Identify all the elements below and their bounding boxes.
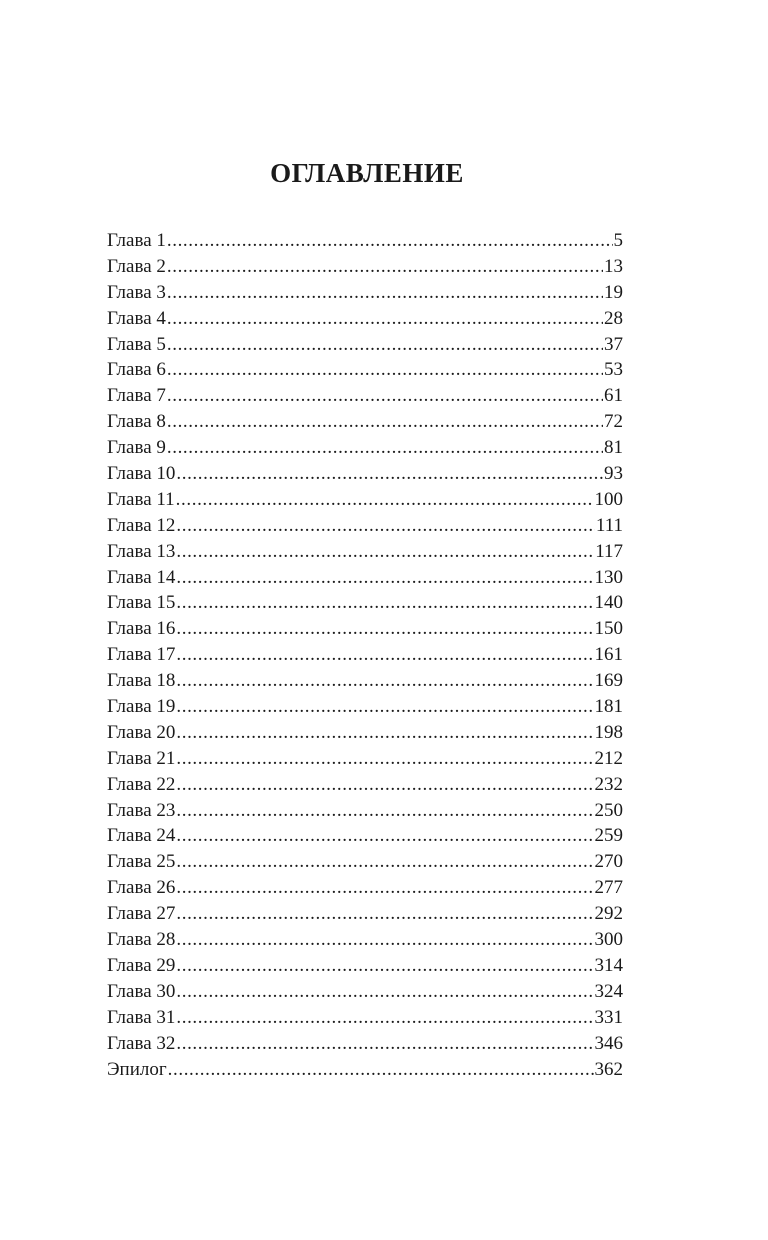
toc-entry-label: Глава 31 <box>107 1006 176 1028</box>
toc-entry-page-number: 5 <box>613 230 623 251</box>
toc-entry-page-number: 37 <box>604 333 623 355</box>
toc-entry <box>107 435 623 461</box>
toc-entry <box>107 1031 623 1057</box>
dot-leader <box>167 332 603 358</box>
toc-entry-label: Глава 20 <box>107 721 176 743</box>
toc-entry <box>107 487 623 513</box>
toc-entry-page-number: 270 <box>594 851 623 873</box>
toc-entry-label: Глава 13 <box>107 540 176 562</box>
toc-entry-page-number: 212 <box>594 747 623 769</box>
toc-entry-page-number: 292 <box>594 903 623 925</box>
dot-leader <box>176 565 593 591</box>
toc-entry-page-number: 346 <box>594 1032 623 1054</box>
dot-leader <box>176 590 593 616</box>
toc-entry-page-number: 277 <box>594 877 623 899</box>
dot-leader <box>176 927 593 953</box>
dot-leader <box>168 1057 594 1083</box>
toc-entry-label: Глава 18 <box>107 670 176 692</box>
toc-entry <box>107 280 623 306</box>
toc-entry <box>107 1057 623 1083</box>
toc-entry-page-number: 117 <box>595 540 623 562</box>
toc-entry-page-number: 314 <box>594 954 623 976</box>
toc-entry <box>107 383 623 409</box>
dot-leader <box>167 254 603 280</box>
toc-entry-label: Глава 28 <box>107 929 176 951</box>
toc-entry-page-number: 198 <box>594 721 623 743</box>
toc-entry-label: Глава 15 <box>107 592 176 614</box>
toc-entry-label: Глава 10 <box>107 463 176 485</box>
dot-leader <box>167 280 603 306</box>
toc-entry <box>107 823 623 849</box>
dot-leader <box>176 901 593 927</box>
dot-leader <box>176 798 593 824</box>
toc-entry-label: Глава 30 <box>107 980 176 1002</box>
toc-entry <box>107 979 623 1005</box>
toc-entry-label: Глава 23 <box>107 799 176 821</box>
toc-entry-page-number: 181 <box>594 696 623 718</box>
toc-entry <box>107 1005 623 1031</box>
dot-leader <box>176 849 593 875</box>
dot-leader <box>176 461 603 487</box>
dot-leader <box>176 720 593 746</box>
toc-entry-label: Глава 24 <box>107 825 176 847</box>
toc-entry <box>107 953 623 979</box>
dot-leader <box>176 487 594 513</box>
toc-entry-label: Глава 1 <box>107 230 166 251</box>
toc-entry-label: Глава 2 <box>107 255 166 277</box>
toc-entry <box>107 746 623 772</box>
toc-entry-label: Глава 17 <box>107 644 176 666</box>
toc-entry-label: Глава 19 <box>107 696 176 718</box>
toc-entry-label: Глава 26 <box>107 877 176 899</box>
toc-entry-page-number: 61 <box>604 385 623 407</box>
toc-entry <box>107 513 623 539</box>
dot-leader <box>176 823 593 849</box>
toc-entry-label: Глава 3 <box>107 281 166 303</box>
toc-entry <box>107 254 623 280</box>
toc-entry-label: Глава 25 <box>107 851 176 873</box>
dot-leader <box>176 513 595 539</box>
dot-leader <box>176 1031 593 1057</box>
toc-entry-label: Глава 22 <box>107 773 176 795</box>
toc-entry <box>107 927 623 953</box>
toc-entry-page-number: 72 <box>604 411 623 433</box>
dot-leader <box>167 357 603 383</box>
toc-entry-label: Глава 11 <box>107 488 175 510</box>
toc-entry <box>107 875 623 901</box>
dot-leader <box>176 953 593 979</box>
toc-entry <box>107 409 623 435</box>
table-of-contents <box>107 228 623 1082</box>
toc-entry-page-number: 111 <box>595 514 623 536</box>
toc-entry-page-number: 324 <box>594 980 623 1002</box>
toc-entry-page-number: 331 <box>594 1006 623 1028</box>
toc-entry <box>107 228 623 254</box>
toc-entry-label: Глава 12 <box>107 514 176 536</box>
toc-entry-label: Глава 6 <box>107 359 166 381</box>
toc-entry-page-number: 169 <box>594 670 623 692</box>
toc-entry-label: Глава 14 <box>107 566 176 588</box>
dot-leader <box>176 668 593 694</box>
toc-entry <box>107 616 623 642</box>
dot-leader <box>176 875 593 901</box>
toc-entry-page-number: 93 <box>604 463 623 485</box>
toc-entry-label: Глава 32 <box>107 1032 176 1054</box>
toc-entry-page-number: 150 <box>594 618 623 640</box>
toc-entry-page-number: 19 <box>604 281 623 303</box>
toc-entry <box>107 539 623 565</box>
toc-entry-page-number: 232 <box>594 773 623 795</box>
toc-entry <box>107 901 623 927</box>
toc-entry-label: Глава 5 <box>107 333 166 355</box>
toc-entry <box>107 642 623 668</box>
toc-entry-label: Глава 29 <box>107 954 176 976</box>
toc-entry-page-number: 81 <box>604 437 623 459</box>
dot-leader <box>176 746 593 772</box>
dot-leader <box>176 642 593 668</box>
toc-entry <box>107 798 623 824</box>
toc-entry <box>107 720 623 746</box>
dot-leader <box>176 694 593 720</box>
toc-entry-page-number: 161 <box>594 644 623 666</box>
toc-entry-label: Эпилог <box>107 1058 167 1080</box>
toc-entry <box>107 357 623 383</box>
toc-entry <box>107 668 623 694</box>
toc-entry <box>107 772 623 798</box>
toc-entry-page-number: 300 <box>594 929 623 951</box>
toc-entry-page-number: 130 <box>594 566 623 588</box>
toc-entry-label: Глава 4 <box>107 307 166 329</box>
toc-entry <box>107 332 623 358</box>
toc-entry-page-number: 250 <box>594 799 623 821</box>
toc-entry-label: Глава 27 <box>107 903 176 925</box>
toc-entry-label: Глава 7 <box>107 385 166 407</box>
dot-leader <box>176 616 593 642</box>
toc-entry-page-number: 259 <box>594 825 623 847</box>
dot-leader <box>176 539 594 565</box>
page-title: ОГЛАВЛЕНИЕ <box>270 158 464 188</box>
toc-entry-page-number: 13 <box>604 255 623 277</box>
dot-leader <box>176 979 593 1005</box>
toc-entry <box>107 461 623 487</box>
dot-leader <box>176 1005 593 1031</box>
toc-entry-label: Глава 21 <box>107 747 176 769</box>
toc-entry <box>107 565 623 591</box>
toc-entry-label: Глава 9 <box>107 437 166 459</box>
toc-entry-page-number: 140 <box>594 592 623 614</box>
dot-leader <box>167 228 613 254</box>
toc-entry-label: Глава 16 <box>107 618 176 640</box>
dot-leader <box>167 409 603 435</box>
toc-entry <box>107 849 623 875</box>
toc-entry <box>107 306 623 332</box>
toc-entry <box>107 694 623 720</box>
toc-entry <box>107 590 623 616</box>
toc-entry-label: Глава 8 <box>107 411 166 433</box>
toc-entry-page-number: 100 <box>594 488 623 510</box>
dot-leader <box>176 772 593 798</box>
toc-entry-page-number: 28 <box>604 307 623 329</box>
toc-entry-page-number: 53 <box>604 359 623 381</box>
dot-leader <box>167 383 603 409</box>
toc-entry-page-number: 362 <box>594 1058 623 1080</box>
dot-leader <box>167 306 603 332</box>
dot-leader <box>167 435 603 461</box>
